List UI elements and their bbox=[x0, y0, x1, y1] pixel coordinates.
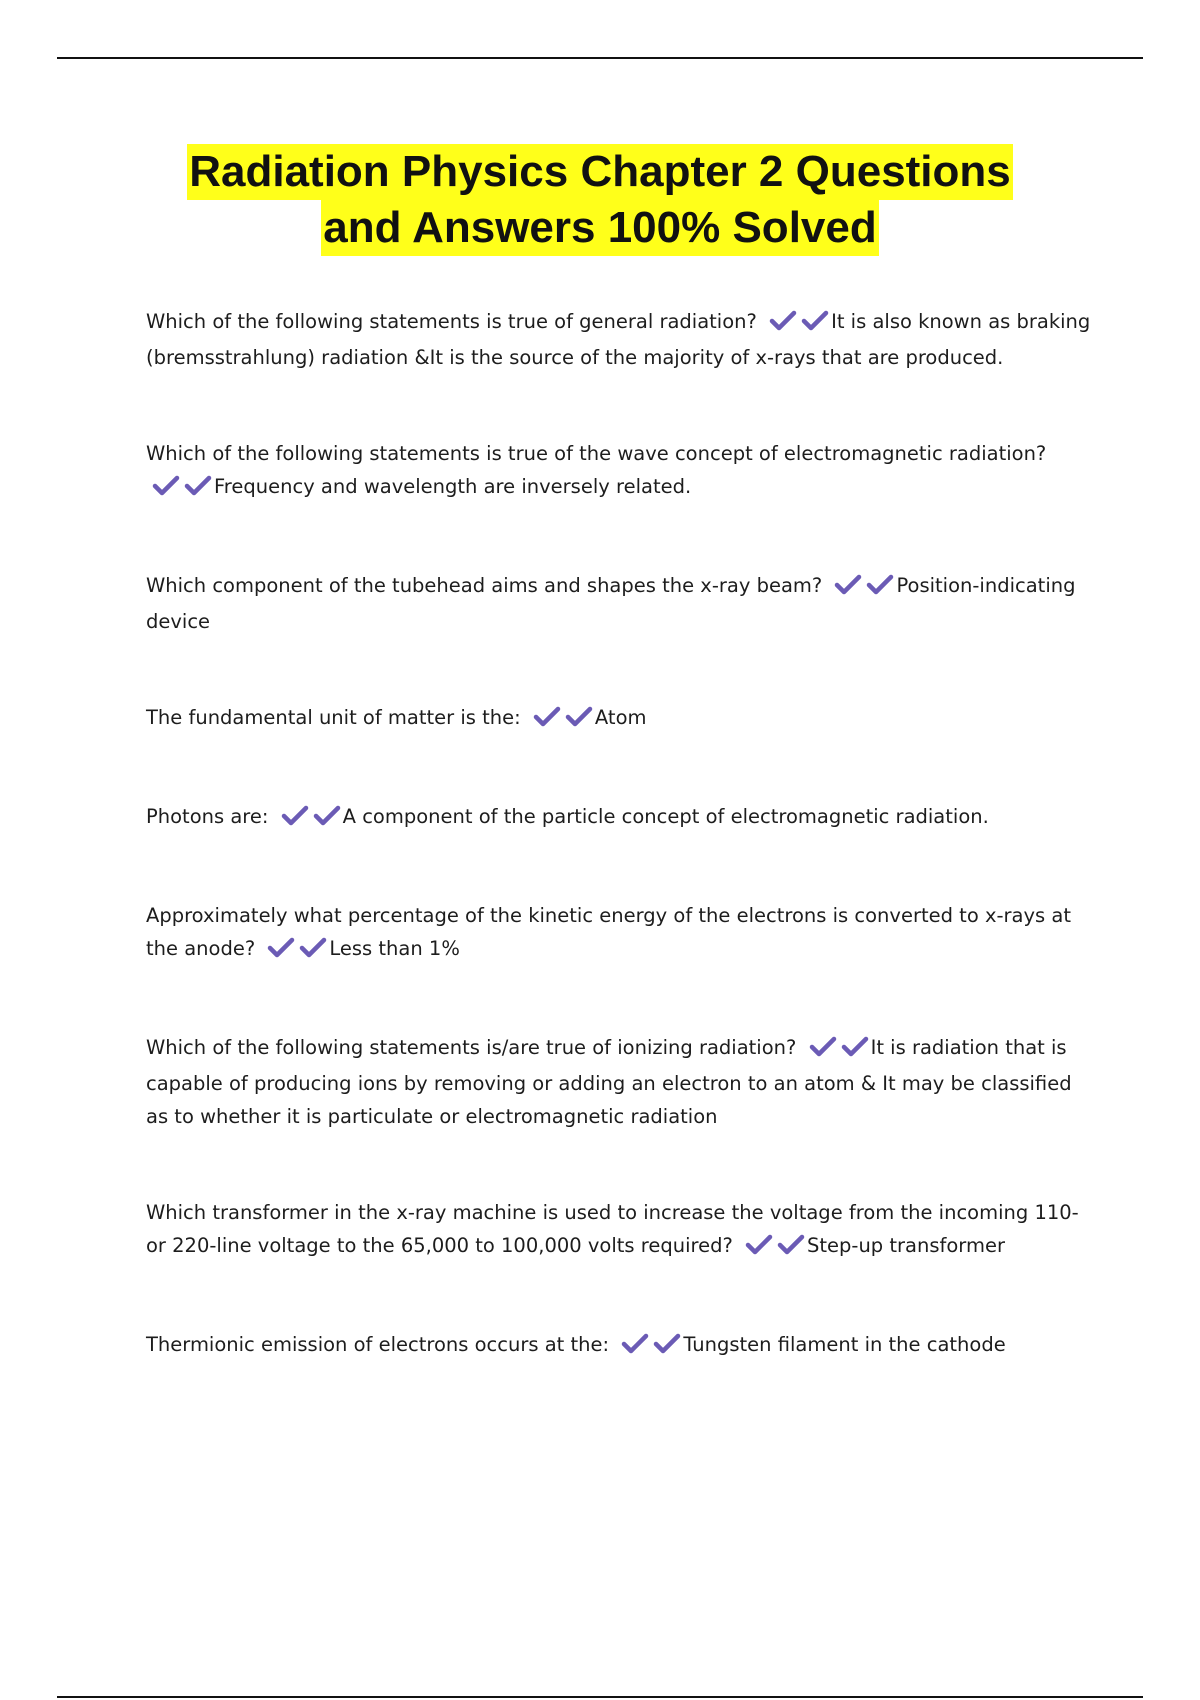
check-icon bbox=[841, 1035, 869, 1057]
question-text: Which transformer in the x-ray machine is used to increase the voltage from the incoming 110- or 220-line voltage to the 65,000 to 100,000 volts required? bbox=[146, 1201, 1079, 1257]
answer-text: It is radiation that is capable of producing ions by removing or adding an electron to an atom & It may be classified as to whether it is particulate or electromagnetic radiation bbox=[146, 1036, 1072, 1128]
answer-text: Less than 1% bbox=[329, 937, 460, 960]
double-check-icon bbox=[745, 1232, 805, 1265]
qa-item bbox=[146, 1196, 1096, 1265]
qa-item bbox=[146, 899, 1096, 968]
answer-text: It is also known as braking (bremsstrahlung) radiation &It is the source of the majority of x-rays that are produced. bbox=[146, 310, 1091, 369]
question-text: Which component of the tubehead aims and shapes the x-ray beam? bbox=[146, 574, 823, 597]
double-check-icon bbox=[152, 473, 212, 506]
check-icon bbox=[834, 573, 862, 595]
check-icon bbox=[621, 1332, 649, 1354]
check-icon bbox=[313, 804, 341, 826]
answer-text: Tungsten filament in the cathode bbox=[683, 1333, 1006, 1356]
double-check-icon bbox=[834, 572, 894, 605]
question-text: The fundamental unit of matter is the: bbox=[146, 706, 521, 729]
check-icon bbox=[866, 573, 894, 595]
check-icon bbox=[801, 309, 829, 331]
check-icon bbox=[267, 936, 295, 958]
answer-text: Atom bbox=[594, 706, 647, 729]
qa-item bbox=[146, 569, 1096, 638]
answer-text: Position-indicating device bbox=[146, 574, 1076, 633]
check-icon bbox=[769, 309, 797, 331]
document-title bbox=[0, 144, 1200, 256]
double-check-icon bbox=[267, 935, 327, 968]
check-icon bbox=[299, 936, 327, 958]
question-text: Which of the following statements is true of general radiation? bbox=[146, 310, 757, 333]
check-icon bbox=[565, 705, 593, 727]
double-check-icon bbox=[281, 803, 341, 836]
question-text: Photons are: bbox=[146, 805, 269, 828]
qa-item bbox=[146, 1328, 1096, 1364]
check-icon bbox=[184, 474, 212, 496]
question-text: Which of the following statements is/are true of ionizing radiation? bbox=[146, 1036, 797, 1059]
answer-text: Step-up transformer bbox=[807, 1234, 1005, 1257]
answer-text: Frequency and wavelength are inversely related. bbox=[214, 475, 692, 498]
check-icon bbox=[533, 705, 561, 727]
double-check-icon bbox=[809, 1034, 869, 1067]
check-icon bbox=[653, 1332, 681, 1354]
qa-list bbox=[146, 305, 1096, 1364]
qa-item bbox=[146, 305, 1096, 374]
question-text: Which of the following statements is true of the wave concept of electromagnetic radiation? bbox=[146, 442, 1047, 465]
double-check-icon bbox=[533, 704, 593, 737]
title-line-1: Radiation Physics Chapter 2 Questions bbox=[187, 144, 1013, 200]
title-line-2: and Answers 100% Solved bbox=[321, 200, 878, 256]
check-icon bbox=[777, 1233, 805, 1255]
check-icon bbox=[152, 474, 180, 496]
top-rule bbox=[57, 57, 1143, 59]
bottom-rule bbox=[57, 1696, 1143, 1698]
qa-item bbox=[146, 800, 1096, 836]
check-icon bbox=[281, 804, 309, 826]
answer-text: A component of the particle concept of electromagnetic radiation. bbox=[342, 805, 989, 828]
question-text: Thermionic emission of electrons occurs at the: bbox=[146, 1333, 610, 1356]
check-icon bbox=[745, 1233, 773, 1255]
qa-item bbox=[146, 1031, 1096, 1133]
question-text: Approximately what percentage of the kinetic energy of the electrons is converted to x-rays at the anode? bbox=[146, 904, 1071, 960]
check-icon bbox=[809, 1035, 837, 1057]
double-check-icon bbox=[769, 308, 829, 341]
qa-item bbox=[146, 701, 1096, 737]
double-check-icon bbox=[621, 1331, 681, 1364]
qa-item bbox=[146, 437, 1096, 506]
